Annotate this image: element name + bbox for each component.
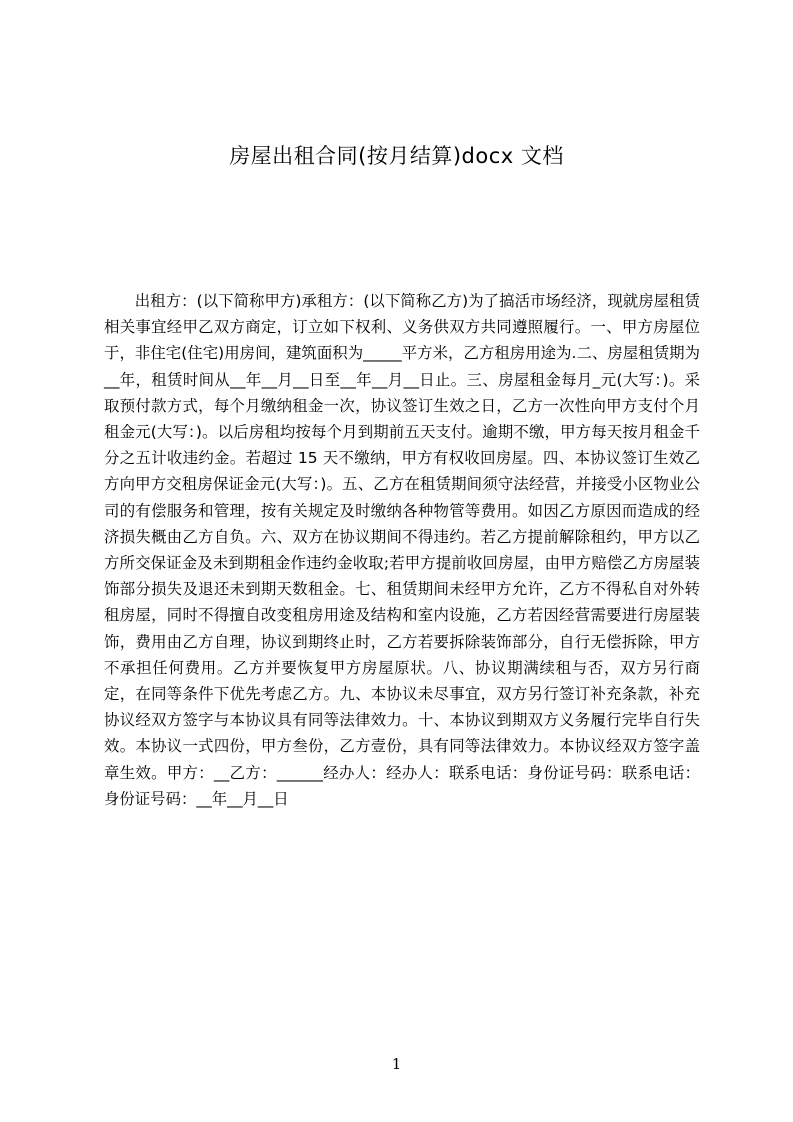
- contract-body-paragraph: 出租方：(以下简称甲方)承租方：(以下简称乙方)为了搞活市场经济，现就房屋租赁相关事宜经甲乙双方商定，订立如下权利、义务供双方共同遵照履行。一、甲方房屋位于，非住宅(住宅)用房间，建筑面积为_____平方米，乙方租房用途为.二、房屋租赁期为__年，租赁时间从__年__月__日至__年__月__日止。三、房屋租金每月_元(大写：)。采取预付款方式，每个月缴纳租金一次，协议签订生效之日，乙方一次性向甲方支付个月租金元(大写：)。以后房租均按每个月到期前五天支付。逾期不缴，甲方每天按月租金千分之五计收违约金。若超过 15 天不缴纳，甲方有权收回房屋。四、本协议签订生效乙方向甲方交租房保证金元(大写：)。五、乙方在租赁期间须守法经营，并接受小区物业公司的有偿服务和管理，按有关规定及时缴纳各种物管等费用。如因乙方原因而造成的经济损失概由乙方自负。六、双方在协议期间不得违约。若乙方提前解除租约，甲方以乙方所交保证金及未到期租金作违约金收取;若甲方提前收回房屋，由甲方赔偿乙方房屋装饰部分损失及退还未到期天数租金。七、租赁期间未经甲方允许，乙方不得私自对外转租房屋，同时不得擅自改变租房用途及结构和室内设施，乙方若因经营需要进行房屋装饰，费用由乙方自理，协议到期终止时，乙方若要拆除装饰部分，自行无偿拆除，甲方不承担任何费用。乙方并要恢复甲方房屋原状。八、协议期满续租与否，双方另行商定，在同等条件下优先考虑乙方。九、本协议未尽事宜，双方另行签订补充条款，补充协议经双方签字与本协议具有同等法律效力。十、本协议到期双方义务履行完毕自行失效。本协议一式四份，甲方叁份，乙方壹份，具有同等法律效力。本协议经双方签字盖章生效。甲方：__乙方：______经办人：经办人：联系电话：身份证号码：联系电话：身份证号码：__年__月__日: [104, 292, 700, 808]
- page-number: 1: [391, 1055, 402, 1073]
- document-title: 房屋出租合同(按月结算)docx 文档: [229, 144, 564, 168]
